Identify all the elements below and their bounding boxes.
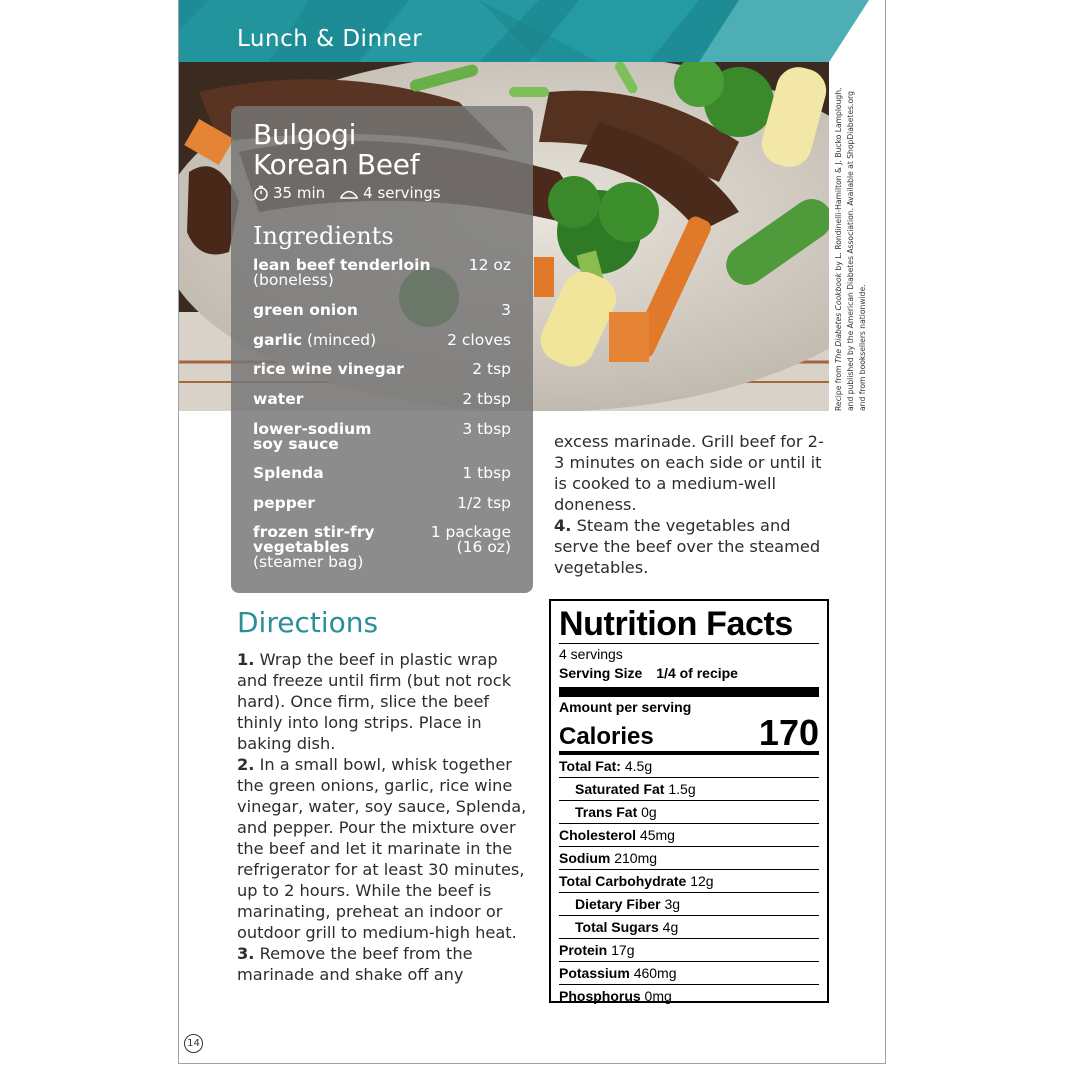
nutrient-row: Total Fat: 4.5g [559, 755, 819, 778]
nutrient-row: Potassium 460mg [559, 962, 819, 985]
amount-per-serving: Amount per serving [559, 699, 692, 715]
ingredients-panel: Bulgogi Korean Beef 35 min 4 servings Ingredients lean beef tenderloin (boneless) 12 oz green onion 3 garlic (minced) 2 cloves rice wine vinegar 2 tsp water 2 tbsp lower-sodium soy sauce 3 tbsp Splenda 1 tbsp pepper 1/2 tsp frozen stir-fry vegetables (steamer bag) 1 package (16 oz) [231, 106, 533, 593]
nutrient-row: Protein 17g [559, 939, 819, 962]
nutrient-row: Cholesterol 45mg [559, 824, 819, 847]
directions-text [237, 649, 527, 985]
nutrient-row: Sodium 210mg [559, 847, 819, 870]
direction-step: 1. Wrap the beef in plastic wrap and freeze until firm (but not rock hard). Once firm, slice the beef thinly into long strips. Place in baking dish. [237, 650, 512, 753]
servings-icon [339, 186, 359, 200]
serving-size: Serving Size 1/4 of recipe [559, 665, 738, 681]
recipe-meta [253, 184, 441, 202]
direction-step: 3. Remove the beef from the marinade and shake off any [237, 944, 473, 984]
timer-icon [253, 185, 269, 201]
direction-step: 2. In a small bowl, whisk together the green onions, garlic, rice wine vinegar, water, soy sauce, Splenda, and pepper. Pour the mixture over the beef and let it marinate in the refrigerator for at least 30 minutes, up to 2 hours. While the beef is marinating, preheat an indoor or outdoor grill to medium-high heat. [237, 755, 527, 942]
ingredients-heading: Ingredients [253, 222, 394, 250]
nutrition-facts-label [549, 599, 829, 1003]
direction-step: 4. Steam the vegetables and serve the beef over the steamed vegetables. [554, 516, 821, 577]
nutrient-row: Trans Fat 0g [559, 801, 819, 824]
prep-time: 35 min [273, 184, 326, 202]
nutrient-row: Saturated Fat 1.5g [559, 778, 819, 801]
calories-value: 170 [758, 712, 819, 753]
directions-heading: Directions [237, 606, 379, 639]
page-number: 14 [184, 1034, 203, 1053]
nutrient-row: Total Carbohydrate 12g [559, 870, 819, 893]
section-banner [179, 0, 886, 62]
recipe-title: Bulgogi Korean Beef [253, 118, 420, 181]
recipe-credit: Recipe from The Diabetes Cookbook by L. Rondinelli-Hamilton & J. Bucko Lamplough, and published by the American Diabetes Association. Available at ShopDiabetes.org and from booksellers nationwide. [834, 87, 867, 411]
nutrient-row: Total Sugars 4g [559, 916, 819, 939]
nutrition-title: Nutrition Facts [559, 605, 793, 643]
nutrient-row: Dietary Fiber 3g [559, 893, 819, 916]
recipe-page [178, 0, 886, 1064]
calories-row: Calories 170 [559, 712, 819, 753]
directions-continued: excess marinade. Grill beef for 2-3 minutes on each side or until it is cooked to a medium-well doneness. 4. Steam the vegetables and serve the beef over the steamed vegetables. [554, 432, 824, 577]
servings-count: 4 servings [363, 184, 441, 202]
nutrient-row: Phosphorus 0mg [559, 988, 672, 1004]
section-title: Lunch & Dinner [237, 26, 423, 52]
servings-per-container: 4 servings [559, 646, 623, 662]
